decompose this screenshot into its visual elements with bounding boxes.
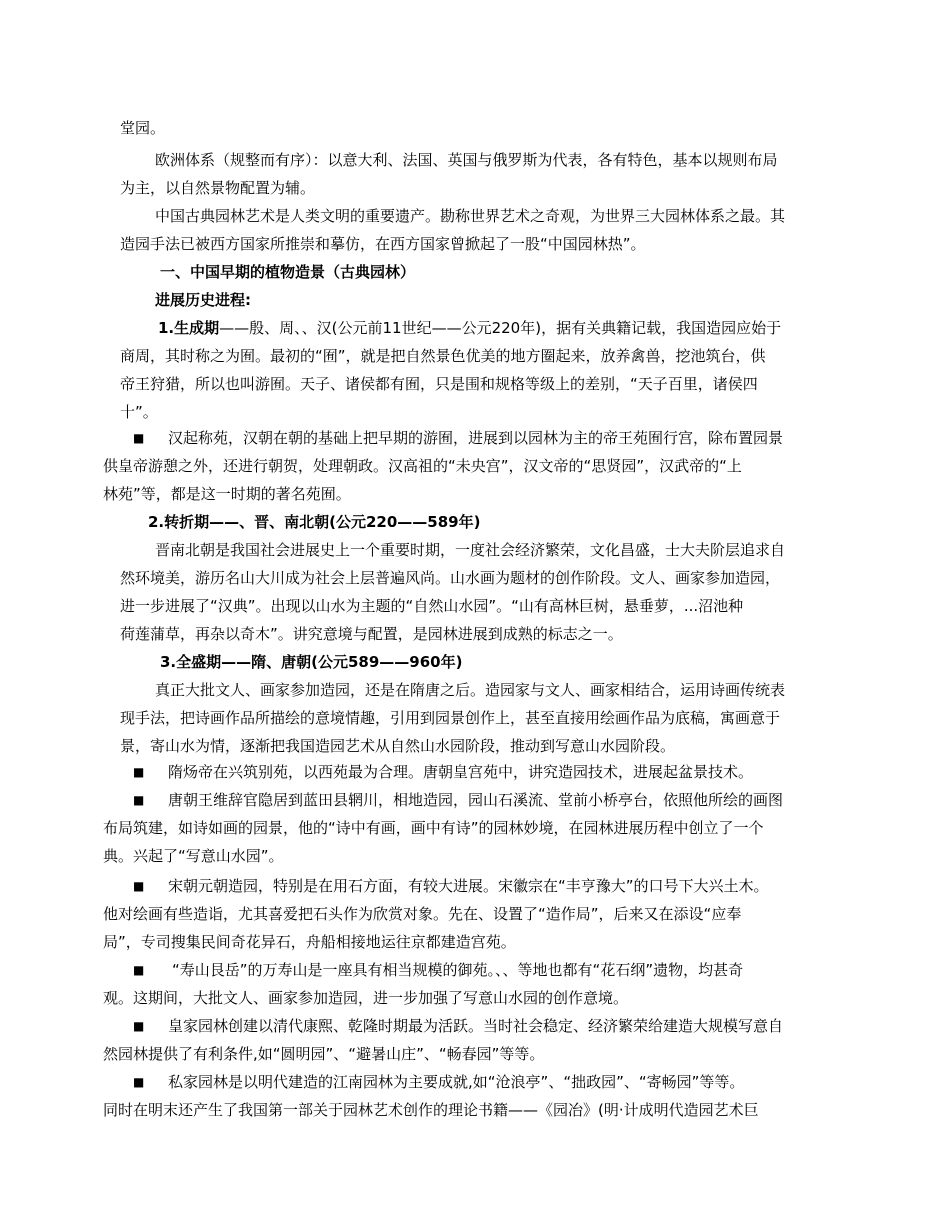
period-heading: 2.转折期——、晋、南北朝(公元220——589年) xyxy=(148,513,481,531)
text-line: 典。兴起了“写意山水园”。 xyxy=(103,847,284,865)
text-line: 十”。 xyxy=(120,403,158,421)
bullet-text: 皇家园林创建以清代康熙、乾隆时期最为活跃。当时社会稳定、经济繁荣给建造大规模写意自 xyxy=(168,1017,784,1035)
bullet-text: 隋炀帝在兴筑别苑，以西苑最为合理。唐朝皇宫苑中，讲究造园技术，进展起盆景技术。 xyxy=(168,763,754,781)
text-line: 然园林提供了有利条件,如“圆明园”、“避暑山庄”、“畅春园”等等。 xyxy=(103,1045,545,1063)
text-line: 荷莲蒲草，再杂以奇木”。讲究意境与配置，是园林进展到成熟的标志之一。 xyxy=(120,625,623,643)
text-line: 帝王狩猎，所以也叫游囿。天子、诸侯都有囿，只是围和规格等级上的差别，“天子百里，诸侯四 xyxy=(120,375,758,393)
text-line: 同时在明末还产生了我国第一部关于园林艺术创作的理论书籍——《园冶》(明·计成明代造园艺术巨 xyxy=(103,1101,759,1119)
text-line: 观。这期间，大批文人、画家参加造园，进一步加强了写意山水园的创作意境。 xyxy=(103,989,629,1007)
bullet-icon: ■ xyxy=(133,765,145,779)
subsection-heading: 进展历史进程: xyxy=(155,291,251,309)
text-line: 造园手法已被西方国家所推崇和摹仿，在西方国家曾掀起了一股“中国园林热”。 xyxy=(120,235,646,253)
bullet-text: 宋朝元朝造园，特别是在用石方面，有较大进展。宋徽宗在“丰亨豫大”的口号下大兴土木。 xyxy=(168,877,769,895)
text-line: 局”，专司搜集民间奇花异石，舟船相接地运往京都建造宫苑。 xyxy=(103,933,516,951)
text-line: 然环境美，游历名山大川成为社会上层普遍风尚。山水画为题材的创作阶段。文人、画家参加造园， xyxy=(120,569,781,587)
bullet-icon: ■ xyxy=(133,1019,145,1033)
text-line: 真正大批文人、画家参加造园，还是在隋唐之后。造园家与文人、画家相结合，运用诗画传统表 xyxy=(155,681,786,699)
period-paragraph-start xyxy=(158,318,850,338)
bullet-text: 私家园林是以明代建造的江南园林为主要成就,如“沧浪亭”、“拙政园”、“寄畅园”等等。 xyxy=(168,1073,745,1091)
bullet-text: 唐朝王维辞官隐居到蓝田县辋川，相地造园，园山石溪流、堂前小桥亭台，依照他所绘的画图 xyxy=(168,791,784,809)
text-line: 进一步进展了“汉典”。出现以山水为主题的“自然山水园”。“山有高林巨树，悬垂萝，...沼池种 xyxy=(120,597,744,615)
bullet-icon: ■ xyxy=(133,431,145,445)
text-line: 布局筑建，如诗如画的园景，他的“诗中有画，画中有诗”的园林妙境，在园林进展历程中创立了一个 xyxy=(103,819,764,837)
section-heading: 一、中国早期的植物造景（古典园林） xyxy=(160,263,416,281)
text-line: 为主，以自然景物配置为辅。 xyxy=(120,179,316,197)
bullet-text: 汉起称苑，汉朝在朝的基础上把早期的游囿，进展到以园林为主的帝王苑囿行宫，除布置园景 xyxy=(168,429,784,447)
bullet-icon: ■ xyxy=(133,963,145,977)
text-line: 景，寄山水为情，逐渐把我国造园艺术从自然山水园阶段，推动到写意山水园阶段。 xyxy=(120,737,676,755)
text-line: 商周，其时称之为囿。最初的“囿”，就是把自然景色优美的地方圈起来，放养禽兽，挖池筑台，供 xyxy=(120,347,766,365)
text-line: 欧洲体系（规整而有序）：以意大利、法国、英国与俄罗斯为代表，各有特色，基本以规则布局 xyxy=(155,151,778,169)
text-line: 现手法，把诗画作品所描绘的意境情趣，引用到园景创作上，甚至直接用绘画作品为底稿，寓画意于 xyxy=(120,709,781,727)
bullet-icon: ■ xyxy=(133,793,145,807)
text-line: 堂园。 xyxy=(120,119,166,137)
text-line: 晋南北朝是我国社会进展史上一个重要时期，一度社会经济繁荣，文化昌盛，士大夫阶层追求自 xyxy=(155,541,786,559)
text-line: 林苑”等，都是这一时期的著名苑囿。 xyxy=(103,485,351,503)
text-line: 中国古典园林艺术是人类文明的重要遗产。勘称世界艺术之奇观，为世界三大园林体系之最。其 xyxy=(155,207,786,225)
text-line: 供皇帝游憩之外，还进行朝贺，处理朝政。汉高祖的“未央宫”，汉文帝的“思贤园”，汉武帝的“上 xyxy=(103,457,742,475)
bullet-icon: ■ xyxy=(133,1075,145,1089)
text-line: 他对绘画有些造诣，尤其喜爱把石头作为欣赏对象。先在、设置了“造作局”，后来又在添设“应奉 xyxy=(103,905,742,923)
period-heading: 3.全盛期——隋、唐朝(公元589——960年) xyxy=(160,653,463,671)
bullet-text: “寿山艮岳”的万寿山是一座具有相当规模的御苑。、、等地也都有“花石纲”遗物，均甚奇 xyxy=(172,961,744,979)
period-text: ——殷、周、、汉(公元前11世纪——公元220年)，据有关典籍记载，我国造园应始于 xyxy=(219,319,782,337)
period-label: 1.生成期 xyxy=(158,319,220,337)
bullet-icon: ■ xyxy=(133,879,145,893)
